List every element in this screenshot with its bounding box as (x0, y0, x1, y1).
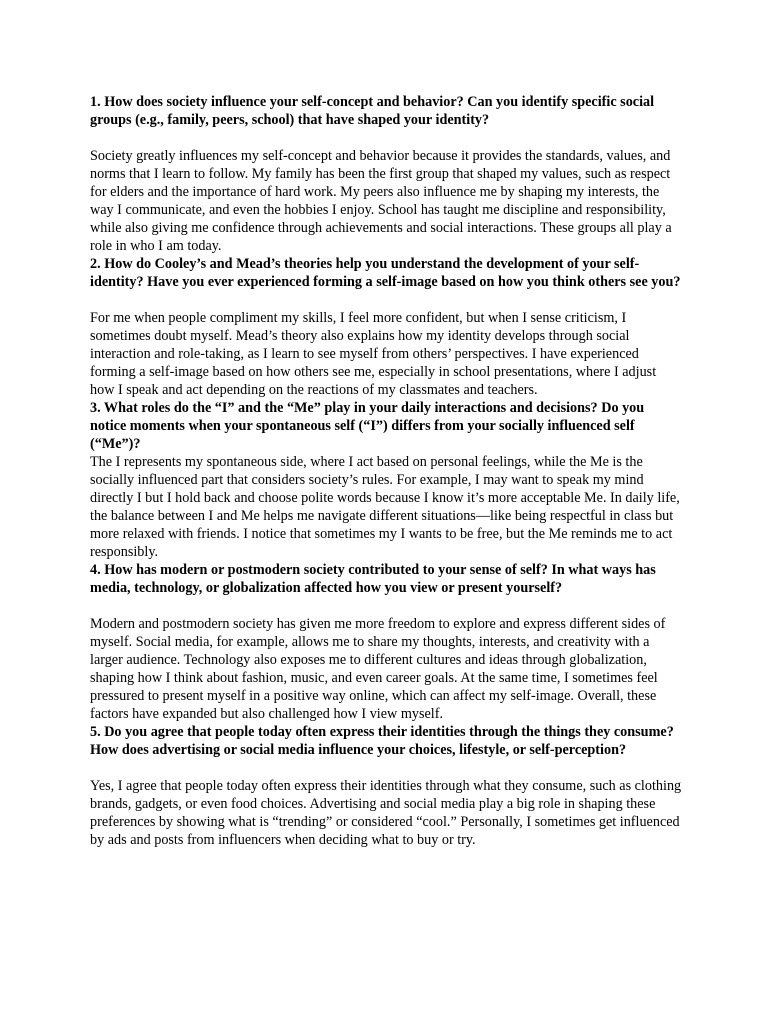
answer-2: For me when people compliment my skills, I feel more confident, but when I sense criticism, I sometimes doubt myself. Mead’s theory also explains how my identity develops through social interaction and role-taking, as I learn to see myself from others’ perspectives. I have experienced forming a self-image based on how others see me, especially in school presentations, where I adjust how I speak and act depending on the reactions of my classmates and teachers. (90, 310, 657, 398)
question-2: 2. How do Cooley’s and Mead’s theories help you understand the development of your self-identity? Have you ever experienced forming a self-image based on how you think others see you? (90, 256, 681, 290)
answer-1: Society greatly influences my self-concept and behavior because it provides the standards, values, and norms that I learn to follow. My family has been the first group that shaped my values, such as respect for elders and the importance of hard work. My peers also influence me by shaping my interests, the way I communicate, and even the hobbies I enjoy. School has taught me discipline and responsibility, while also giving me confidence through achievements and social interactions. These groups all play a role in who I am today. (90, 148, 672, 254)
document-page (90, 93, 682, 849)
question-4: 4. How has modern or postmodern society contributed to your sense of self? In what ways has media, technology, or globalization affected how you view or present yourself? (90, 562, 656, 596)
question-1: 1. How does society influence your self-concept and behavior? Can you identify specific social groups (e.g., family, peers, school) that have shaped your identity? (90, 94, 655, 128)
question-5: 5. Do you agree that people today often express their identities through the things they consume? How does advertising or social media influence your choices, lifestyle, or self-perception? (90, 724, 674, 758)
answer-4: Modern and postmodern society has given me more freedom to explore and express different sides of myself. Social media, for example, allows me to share my thoughts, interests, and creativity with a larger audience. Technology also exposes me to different cultures and ideas through globalization, shaping how I think about fashion, music, and even career goals. At the same time, I sometimes feel pressured to present myself in a positive way online, which can affect my self-image. Overall, these factors have expanded but also challenged how I view myself. (90, 616, 666, 722)
answer-5: Yes, I agree that people today often express their identities through what they consume, such as clothing brands, gadgets, or even food choices. Advertising and social media play a big role in shaping these preferences by showing what is “trending” or considered “cool.” Personally, I sometimes get influenced by ads and posts from influencers when deciding what to buy or try. (90, 778, 682, 848)
question-3: 3. What roles do the “I” and the “Me” play in your daily interactions and decisions? Do you notice moments when your spontaneous self (“I”) differs from your socially influenced self (“Me”)? (90, 400, 645, 452)
answer-3: The I represents my spontaneous side, where I act based on personal feelings, while the Me is the socially influenced part that considers society’s rules. For example, I may want to speak my mind directly I but I hold back and choose polite words because I know it’s more acceptable Me. In daily life, the balance between I and Me helps me navigate different situations—like being respectful in class but more relaxed with friends. I notice that sometimes my I wants to be free, but the Me reminds me to act responsibly. (90, 454, 680, 560)
